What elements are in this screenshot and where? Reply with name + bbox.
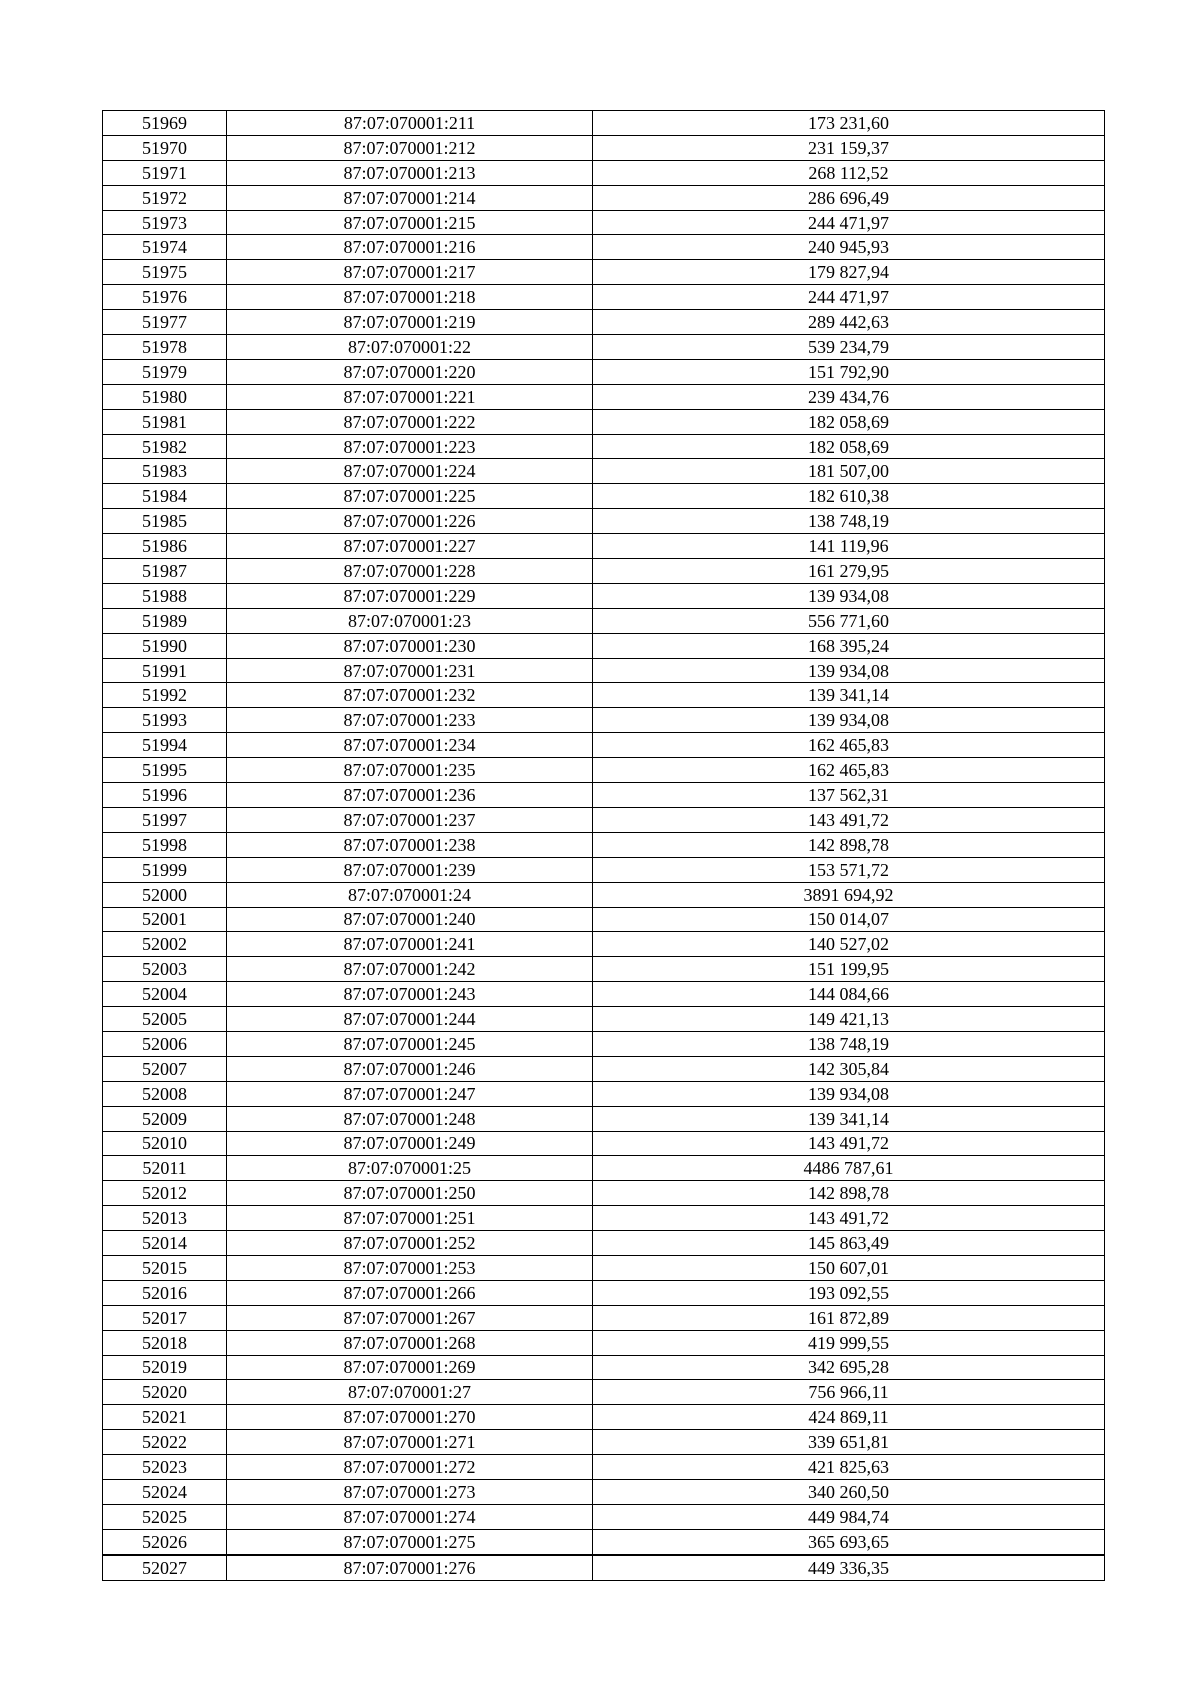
cadastral-number-cell: 87:07:070001:23 [227,608,593,633]
row-number-cell: 51969 [103,111,227,136]
cadastral-number-cell: 87:07:070001:27 [227,1380,593,1405]
row-number-cell: 52013 [103,1206,227,1231]
cadastral-value-cell: 181 507,00 [593,459,1105,484]
cadastral-number-cell: 87:07:070001:25 [227,1156,593,1181]
cadastral-value-cell: 149 421,13 [593,1007,1105,1032]
cadastral-number-cell: 87:07:070001:249 [227,1131,593,1156]
table-row [103,1081,1105,1106]
row-number-cell: 51976 [103,285,227,310]
row-number-cell: 51994 [103,733,227,758]
cadastral-number-cell: 87:07:070001:275 [227,1529,593,1554]
row-number-cell: 51997 [103,807,227,832]
cadastral-value-cell: 138 748,19 [593,1031,1105,1056]
cadastral-value-cell: 244 471,97 [593,210,1105,235]
cadastral-value-cell: 162 465,83 [593,758,1105,783]
table-row [103,683,1105,708]
table-row [103,758,1105,783]
table-row [103,1007,1105,1032]
cadastral-value-cell: 449 336,35 [593,1555,1105,1580]
cadastral-number-cell: 87:07:070001:214 [227,185,593,210]
table-row [103,459,1105,484]
table-row [103,733,1105,758]
row-number-cell: 52010 [103,1131,227,1156]
cadastral-value-cell: 240 945,93 [593,235,1105,260]
cadastral-value-cell: 168 395,24 [593,633,1105,658]
table-row [103,882,1105,907]
cadastral-number-cell: 87:07:070001:24 [227,882,593,907]
cadastral-value-cell: 139 934,08 [593,658,1105,683]
row-number-cell: 52000 [103,882,227,907]
row-number-cell: 52018 [103,1330,227,1355]
table-row [103,1355,1105,1380]
table-row [103,1529,1105,1554]
row-number-cell: 52005 [103,1007,227,1032]
cadastral-number-cell: 87:07:070001:230 [227,633,593,658]
cadastral-number-cell: 87:07:070001:224 [227,459,593,484]
cadastral-value-cell: 161 279,95 [593,559,1105,584]
cadastral-number-cell: 87:07:070001:270 [227,1405,593,1430]
cadastral-value-cell: 179 827,94 [593,260,1105,285]
cadastral-number-cell: 87:07:070001:248 [227,1106,593,1131]
table-row [103,633,1105,658]
cadastral-value-cell: 239 434,76 [593,384,1105,409]
table-row [103,559,1105,584]
table-row [103,583,1105,608]
cadastral-number-cell: 87:07:070001:252 [227,1231,593,1256]
row-number-cell: 52023 [103,1455,227,1480]
cadastral-number-cell: 87:07:070001:229 [227,583,593,608]
cadastral-number-cell: 87:07:070001:246 [227,1056,593,1081]
row-number-cell: 51987 [103,559,227,584]
cadastral-number-cell: 87:07:070001:244 [227,1007,593,1032]
row-number-cell: 51991 [103,658,227,683]
row-number-cell: 51986 [103,534,227,559]
table-row [103,1405,1105,1430]
cadastral-value-cell: 143 491,72 [593,807,1105,832]
table-row [103,1131,1105,1156]
row-number-cell: 51981 [103,409,227,434]
cadastral-value-cell: 342 695,28 [593,1355,1105,1380]
table-row [103,1479,1105,1504]
cadastral-number-cell: 87:07:070001:237 [227,807,593,832]
cadastral-value-cell: 244 471,97 [593,285,1105,310]
table-row [103,1455,1105,1480]
table-row [103,708,1105,733]
cadastral-number-cell: 87:07:070001:212 [227,135,593,160]
cadastral-value-cell: 139 934,08 [593,708,1105,733]
row-number-cell: 51993 [103,708,227,733]
cadastral-number-cell: 87:07:070001:269 [227,1355,593,1380]
cadastral-value-cell: 424 869,11 [593,1405,1105,1430]
cadastral-number-cell: 87:07:070001:215 [227,210,593,235]
cadastral-value-cell: 143 491,72 [593,1206,1105,1231]
table-row [103,384,1105,409]
row-number-cell: 52022 [103,1430,227,1455]
table-body [103,111,1105,1581]
table-row [103,1231,1105,1256]
cadastral-number-cell: 87:07:070001:253 [227,1255,593,1280]
table-row [103,160,1105,185]
cadastral-value-cell: 365 693,65 [593,1529,1105,1554]
cadastral-number-cell: 87:07:070001:235 [227,758,593,783]
row-number-cell: 51999 [103,857,227,882]
cadastral-value-cell: 151 199,95 [593,957,1105,982]
table-row [103,235,1105,260]
row-number-cell: 51985 [103,509,227,534]
cadastral-number-cell: 87:07:070001:231 [227,658,593,683]
row-number-cell: 51992 [103,683,227,708]
row-number-cell: 51998 [103,832,227,857]
row-number-cell: 52008 [103,1081,227,1106]
cadastral-number-cell: 87:07:070001:228 [227,559,593,584]
cadastral-value-cell: 138 748,19 [593,509,1105,534]
cadastral-value-cell: 141 119,96 [593,534,1105,559]
row-number-cell: 51971 [103,160,227,185]
cadastral-value-cell: 4486 787,61 [593,1156,1105,1181]
row-number-cell: 52017 [103,1305,227,1330]
cadastral-number-cell: 87:07:070001:276 [227,1555,593,1580]
cadastral-number-cell: 87:07:070001:213 [227,160,593,185]
cadastral-number-cell: 87:07:070001:222 [227,409,593,434]
cadastral-number-cell: 87:07:070001:223 [227,434,593,459]
cadastral-value-cell: 139 934,08 [593,583,1105,608]
table-row [103,359,1105,384]
row-number-cell: 51979 [103,359,227,384]
row-number-cell: 52012 [103,1181,227,1206]
cadastral-value-cell: 268 112,52 [593,160,1105,185]
row-number-cell: 52020 [103,1380,227,1405]
row-number-cell: 51970 [103,135,227,160]
row-number-cell: 52025 [103,1504,227,1529]
row-number-cell: 51983 [103,459,227,484]
cadastral-value-cell: 286 696,49 [593,185,1105,210]
table-row [103,1255,1105,1280]
cadastral-value-cell: 419 999,55 [593,1330,1105,1355]
table-row [103,509,1105,534]
row-number-cell: 52027 [103,1555,227,1580]
table-row [103,260,1105,285]
cadastral-number-cell: 87:07:070001:232 [227,683,593,708]
row-number-cell: 52009 [103,1106,227,1131]
row-number-cell: 52024 [103,1479,227,1504]
cadastral-value-cell: 421 825,63 [593,1455,1105,1480]
cadastral-value-cell: 339 651,81 [593,1430,1105,1455]
row-number-cell: 51972 [103,185,227,210]
cadastral-value-cell: 449 984,74 [593,1504,1105,1529]
cadastral-number-cell: 87:07:070001:243 [227,982,593,1007]
row-number-cell: 51989 [103,608,227,633]
row-number-cell: 52007 [103,1056,227,1081]
cadastral-value-cell: 144 084,66 [593,982,1105,1007]
cadastral-value-cell: 173 231,60 [593,111,1105,136]
cadastral-number-cell: 87:07:070001:238 [227,832,593,857]
row-number-cell: 52011 [103,1156,227,1181]
table-row [103,185,1105,210]
table-row [103,932,1105,957]
row-number-cell: 52003 [103,957,227,982]
table-row [103,1430,1105,1455]
cadastral-value-cell: 142 898,78 [593,1181,1105,1206]
row-number-cell: 51980 [103,384,227,409]
row-number-cell: 51984 [103,484,227,509]
row-number-cell: 51974 [103,235,227,260]
cadastral-value-cell: 231 159,37 [593,135,1105,160]
row-number-cell: 52004 [103,982,227,1007]
row-number-cell: 51996 [103,783,227,808]
cadastral-number-cell: 87:07:070001:218 [227,285,593,310]
cadastral-number-cell: 87:07:070001:268 [227,1330,593,1355]
table-row [103,111,1105,136]
cadastral-value-cell: 145 863,49 [593,1231,1105,1256]
row-number-cell: 51982 [103,434,227,459]
table-row [103,1056,1105,1081]
row-number-cell: 51973 [103,210,227,235]
cadastral-number-cell: 87:07:070001:250 [227,1181,593,1206]
table-row [103,807,1105,832]
row-number-cell: 52015 [103,1255,227,1280]
row-number-cell: 52002 [103,932,227,957]
table-row [103,1206,1105,1231]
table-row [103,335,1105,360]
cadastral-value-cell: 182 058,69 [593,409,1105,434]
table-row [103,1181,1105,1206]
cadastral-value-cell: 539 234,79 [593,335,1105,360]
cadastral-number-cell: 87:07:070001:219 [227,310,593,335]
cadastral-number-cell: 87:07:070001:267 [227,1305,593,1330]
cadastral-number-cell: 87:07:070001:217 [227,260,593,285]
table-row [103,534,1105,559]
table-row [103,982,1105,1007]
row-number-cell: 52001 [103,907,227,932]
cadastral-value-cell: 139 934,08 [593,1081,1105,1106]
cadastral-value-cell: 340 260,50 [593,1479,1105,1504]
cadastral-value-cell: 143 491,72 [593,1131,1105,1156]
cadastral-value-cell: 153 571,72 [593,857,1105,882]
cadastral-value-cell: 150 607,01 [593,1255,1105,1280]
table-row [103,409,1105,434]
table-row [103,210,1105,235]
cadastral-value-cell: 161 872,89 [593,1305,1105,1330]
cadastral-number-cell: 87:07:070001:245 [227,1031,593,1056]
cadastral-value-cell: 151 792,90 [593,359,1105,384]
cadastral-value-cell: 142 898,78 [593,832,1105,857]
cadastral-value-cell: 137 562,31 [593,783,1105,808]
cadastral-number-cell: 87:07:070001:236 [227,783,593,808]
row-number-cell: 52026 [103,1529,227,1554]
row-number-cell: 51975 [103,260,227,285]
row-number-cell: 52006 [103,1031,227,1056]
table-row [103,1555,1105,1580]
cadastral-value-cell: 140 527,02 [593,932,1105,957]
row-number-cell: 51990 [103,633,227,658]
cadastral-number-cell: 87:07:070001:225 [227,484,593,509]
table-row [103,1330,1105,1355]
cadastral-value-cell: 193 092,55 [593,1280,1105,1305]
cadastral-value-cell: 3891 694,92 [593,882,1105,907]
cadastral-number-cell: 87:07:070001:251 [227,1206,593,1231]
row-number-cell: 52016 [103,1280,227,1305]
row-number-cell: 51978 [103,335,227,360]
cadastral-number-cell: 87:07:070001:211 [227,111,593,136]
row-number-cell: 51988 [103,583,227,608]
cadastral-value-cell: 182 610,38 [593,484,1105,509]
cadastral-number-cell: 87:07:070001:216 [227,235,593,260]
cadastral-value-cell: 556 771,60 [593,608,1105,633]
table-row [103,608,1105,633]
cadastral-value-table [102,110,1105,1581]
cadastral-number-cell: 87:07:070001:233 [227,708,593,733]
table-row [103,857,1105,882]
cadastral-number-cell: 87:07:070001:274 [227,1504,593,1529]
cadastral-value-cell: 182 058,69 [593,434,1105,459]
cadastral-number-cell: 87:07:070001:271 [227,1430,593,1455]
row-number-cell: 52019 [103,1355,227,1380]
cadastral-number-cell: 87:07:070001:22 [227,335,593,360]
table-row [103,1156,1105,1181]
table-row [103,1380,1105,1405]
cadastral-value-cell: 139 341,14 [593,683,1105,708]
cadastral-number-cell: 87:07:070001:272 [227,1455,593,1480]
cadastral-number-cell: 87:07:070001:227 [227,534,593,559]
table-row [103,434,1105,459]
table-row [103,1280,1105,1305]
cadastral-value-cell: 150 014,07 [593,907,1105,932]
cadastral-number-cell: 87:07:070001:273 [227,1479,593,1504]
cadastral-number-cell: 87:07:070001:247 [227,1081,593,1106]
table-row [103,1031,1105,1056]
table-row [103,832,1105,857]
cadastral-value-cell: 142 305,84 [593,1056,1105,1081]
table-row [103,783,1105,808]
table-row [103,1106,1105,1131]
cadastral-number-cell: 87:07:070001:266 [227,1280,593,1305]
cadastral-value-cell: 162 465,83 [593,733,1105,758]
row-number-cell: 52021 [103,1405,227,1430]
cadastral-number-cell: 87:07:070001:226 [227,509,593,534]
table-row [103,135,1105,160]
table-row [103,1305,1105,1330]
cadastral-value-cell: 756 966,11 [593,1380,1105,1405]
table-row [103,484,1105,509]
cadastral-value-cell: 139 341,14 [593,1106,1105,1131]
cadastral-value-cell: 289 442,63 [593,310,1105,335]
cadastral-number-cell: 87:07:070001:234 [227,733,593,758]
table-row [103,658,1105,683]
row-number-cell: 51977 [103,310,227,335]
cadastral-number-cell: 87:07:070001:239 [227,857,593,882]
table-row [103,1504,1105,1529]
table-row [103,957,1105,982]
cadastral-number-cell: 87:07:070001:220 [227,359,593,384]
row-number-cell: 51995 [103,758,227,783]
table-row [103,285,1105,310]
cadastral-number-cell: 87:07:070001:241 [227,932,593,957]
cadastral-number-cell: 87:07:070001:242 [227,957,593,982]
cadastral-number-cell: 87:07:070001:240 [227,907,593,932]
table-row [103,907,1105,932]
cadastral-number-cell: 87:07:070001:221 [227,384,593,409]
table-row [103,310,1105,335]
row-number-cell: 52014 [103,1231,227,1256]
